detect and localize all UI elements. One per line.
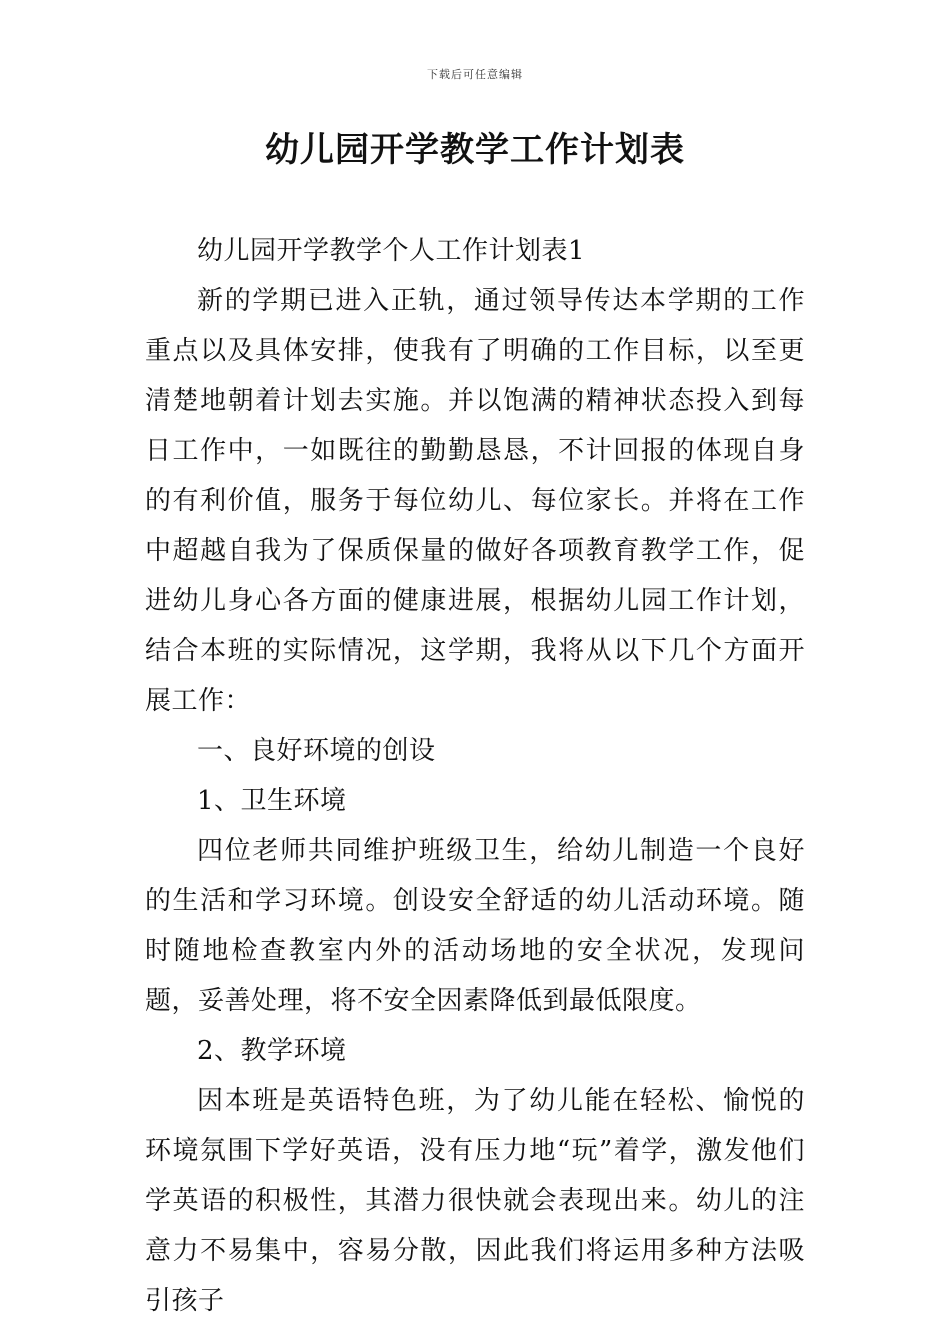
document-title: 幼儿园开学教学工作计划表 (265, 130, 685, 170)
header-note: 下载后可任意编辑 (427, 68, 523, 81)
teaching-paragraph: 因本班是英语特色班，为了幼儿能在轻松、愉悦的环境氛围下学好英语，没有压力地“玩”着学，激发他们学英语的积极性，其潜力很快就会表现出来。幼儿的注意力不易集中，容易分散，因此我们将运用多种方法吸引孩子 (145, 1086, 805, 1316)
subsection-heading-teaching: 2、教学环境 (197, 1036, 347, 1066)
subtitle-paragraph: 幼儿园开学教学个人工作计划表1 (197, 236, 586, 266)
document-body (145, 226, 805, 1326)
intro-paragraph: 新的学期已进入正轨，通过领导传达本学期的工作重点以及具体安排，使我有了明确的工作目标，以至更清楚地朝着计划去实施。并以饱满的精神状态投入到每日工作中，一如既往的勤勤恳恳，不计回报的体现自身的有利价值，服务于每位幼儿、每位家长。并将在工作中超越自我为了保质保量的做好各项教育教学工作，促进幼儿身心各方面的健康进展，根据幼儿园工作计划，结合本班的实际情况，这学期，我将从以下几个方面开展工作： (145, 286, 805, 716)
section-heading-environment: 一、良好环境的创设 (197, 736, 436, 766)
subsection-heading-hygiene: 1、卫生环境 (197, 786, 347, 816)
hygiene-paragraph: 四位老师共同维护班级卫生，给幼儿制造一个良好的生活和学习环境。创设安全舒适的幼儿活动环境。随时随地检查教室内外的活动场地的安全状况，发现问题，妥善处理，将不安全因素降低到最低限度。 (145, 836, 805, 1016)
